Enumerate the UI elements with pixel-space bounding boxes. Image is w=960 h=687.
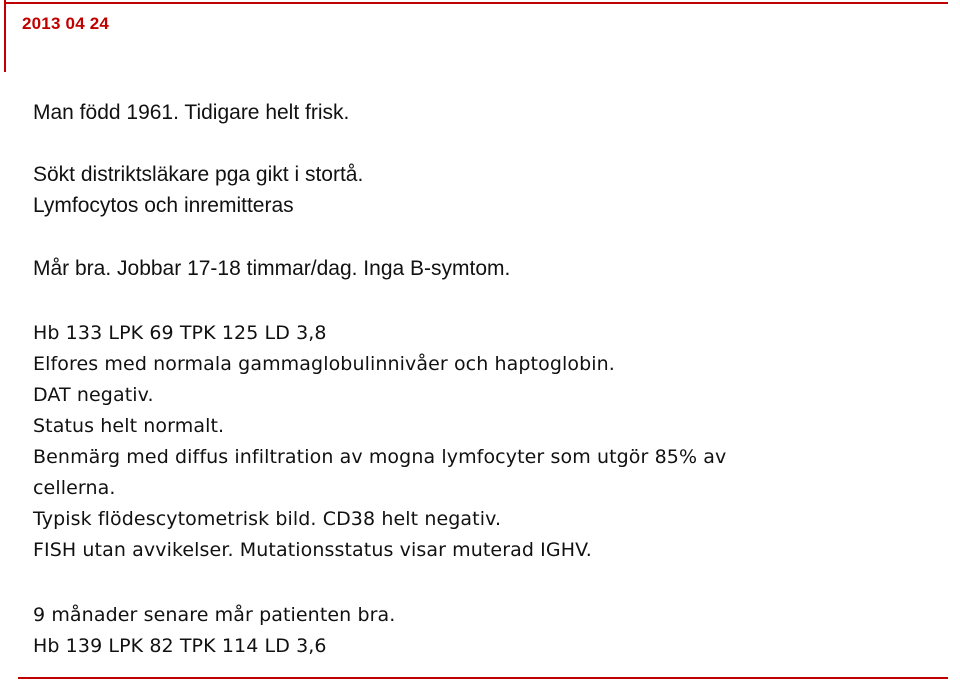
paragraph-followup	[33, 600, 395, 662]
text-line: Man född 1961. Tidigare helt frisk.	[33, 101, 350, 124]
text-line: cellerna.	[33, 477, 116, 499]
paragraph-intro	[33, 97, 349, 128]
text-line: Mår bra. Jobbar 17-18 timmar/dag. Inga B-symtom.	[33, 257, 511, 280]
slide-date: 2013 04 24	[22, 14, 110, 33]
text-line: Sökt distriktsläkare pga gikt i stortå.	[33, 163, 364, 186]
text-line: Hb 133 LPK 69 TPK 125 LD 3,8	[33, 322, 327, 344]
text-line: Hb 139 LPK 82 TPK 114 LD 3,6	[33, 635, 327, 657]
text-line: Typisk flödescytometrisk bild. CD38 helt negativ.	[33, 508, 502, 530]
paragraph-referral	[33, 159, 363, 221]
top-divider	[4, 2, 948, 4]
paragraph-lab-results	[33, 318, 726, 566]
left-accent-bar	[4, 0, 6, 72]
text-line: Status helt normalt.	[33, 415, 225, 437]
text-line: DAT negativ.	[33, 384, 154, 406]
bottom-divider	[18, 677, 948, 679]
text-line: FISH utan avvikelser. Mutationsstatus visar muterad IGHV.	[33, 539, 592, 561]
text-line: 9 månader senare mår patienten bra.	[33, 604, 396, 626]
text-line: Elfores med normala gammaglobulinnivåer och haptoglobin.	[33, 353, 615, 375]
text-line: Benmärg med diffus infiltration av mogna lymfocyter som utgör 85% av	[33, 446, 727, 468]
text-line: Lymfocytos och inremitteras	[33, 194, 294, 217]
paragraph-status	[33, 253, 510, 284]
